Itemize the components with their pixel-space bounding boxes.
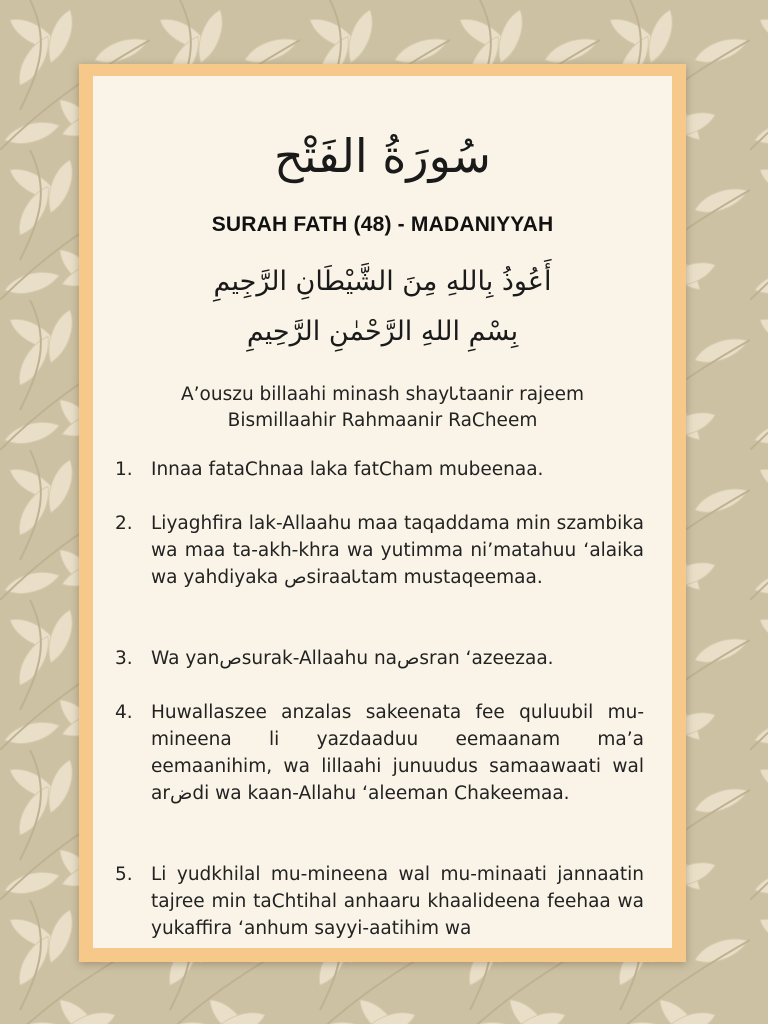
verse-number: 3. <box>115 648 133 669</box>
page-content <box>93 76 672 948</box>
verse-text: Li yudkhilal mu-mineena wal mu-minaati jannaatin tajree min taϹhtihal anhaaru khaalideena feehaa wa yukaffira ‘anhum sayyi-aatihim wa <box>151 864 644 939</box>
verse-number: 2. <box>115 513 133 534</box>
verse-text: Huwallaꜱzee anzalas sakeenata fee quluubil mu-mineena li yazdaaduu eemaanam ma’a eemaanihim, wa lillaahi junuudus samaawaati wal arضdi wa kaan-Allahu ‘aleeman Ϲhakeemaa. <box>151 702 644 804</box>
taawwuz-transliteration: A’ouꜱzu billaahi minash shayᏓtaanir rajeem <box>181 384 584 405</box>
verse-text: Liyaghfira lak-Allaahu maa taqaddama min ꜱzambika wa maa ta-akh-khra wa yutimma ni’matahuu ‘alaika wa yahdiyaka صsiraaᏓtam mustaqeemaa. <box>151 513 644 588</box>
arabic-taawwuz: أَعُوذُ بِاللهِ مِنَ الشَّيْطَانِ الرَّجِيمِ <box>213 266 552 297</box>
verse-text: Wa yanصsurak-Allaahu naصsran ‘azeezaa. <box>151 648 554 669</box>
verse-number: 5. <box>115 864 133 885</box>
basmala-transliteration: Bismillaahir Rahmaanir RaϹheem <box>227 410 538 431</box>
verse-text: Innaa fataϹhnaa laka fatϹham mubeenaa. <box>151 459 544 480</box>
arabic-surah-title: سُورَةُ الفَتْح <box>274 129 491 183</box>
page-title: SURAH FATH (48) - MADANIYYAH <box>211 213 554 236</box>
card-frame <box>79 64 686 962</box>
arabic-basmala: بِسْمِ اللهِ الرَّحْمٰنِ الرَّحِيمِ <box>246 316 519 347</box>
verse-number: 4. <box>115 702 133 723</box>
verse-number: 1. <box>115 459 133 480</box>
